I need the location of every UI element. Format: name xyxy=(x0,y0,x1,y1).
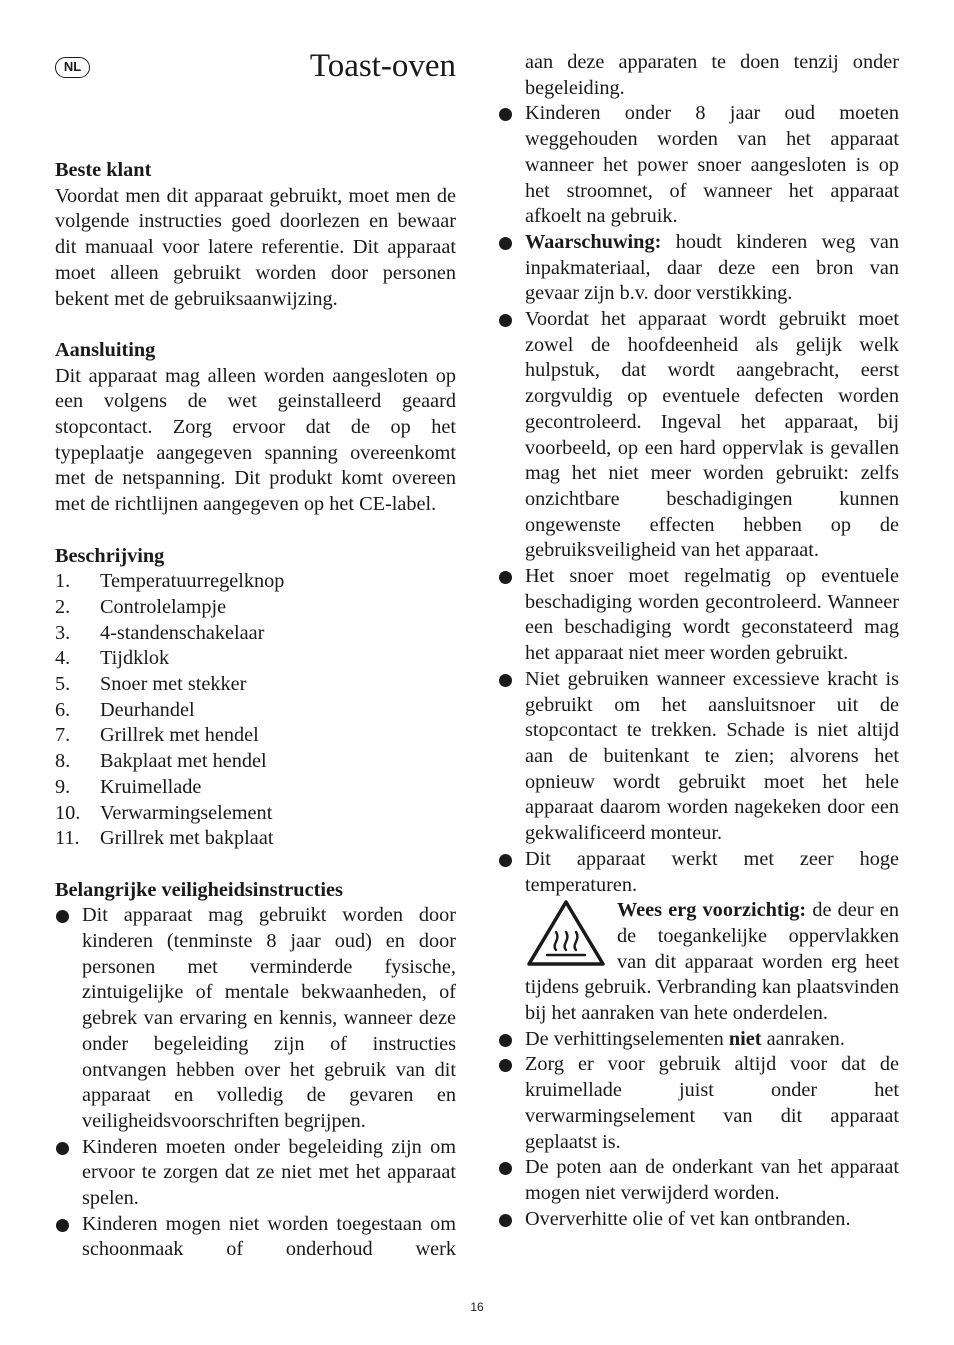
bullet-icon xyxy=(499,1059,512,1072)
list-item xyxy=(498,230,899,307)
list-item xyxy=(55,801,456,827)
bullet-icon xyxy=(499,108,512,121)
item-text: Zorg er voor gebruik altijd voor dat de kruimellade juist onder het verwarmingselement van dit apparaat geplaatst is. xyxy=(525,1053,899,1153)
description-heading: Beschrijving xyxy=(55,544,165,567)
bullet-icon xyxy=(499,314,512,327)
item-number: 11. xyxy=(55,827,80,850)
item-number: 7. xyxy=(55,724,71,747)
item-label: Deurhandel xyxy=(100,698,195,721)
item-text: Kinderen moeten onder begeleiding zijn om ervoor te zorgen dat ze niet met het apparaat spelen. xyxy=(82,1135,456,1210)
item-number: 2. xyxy=(55,595,71,618)
item-text: Kinderen onder 8 jaar oud moeten weggehouden worden van het apparaat wanneer het power snoer aangesloten is op het stroomnet, of wanneer het apparaat afkoelt na gebruik. xyxy=(525,102,899,228)
safety-list-right xyxy=(498,101,899,898)
list-item xyxy=(498,101,899,230)
bullet-icon xyxy=(499,1162,512,1175)
list-item xyxy=(498,307,899,564)
item-label: Snoer met stekker xyxy=(100,673,247,696)
list-item xyxy=(55,569,456,595)
connection-heading: Aansluiting xyxy=(55,338,156,361)
item-label: Controlelampje xyxy=(100,595,227,618)
bullet-icon xyxy=(499,854,512,867)
item-label: Tijdklok xyxy=(100,647,170,670)
item-label: Grillrek met bakplaat xyxy=(100,827,274,850)
item-number: 10. xyxy=(55,801,81,824)
list-item xyxy=(498,847,899,898)
safety-heading: Belangrijke veiligheidsinstructies xyxy=(55,878,343,901)
item-text: Niet gebruiken wanneer excessieve kracht is gebruikt om het aansluitsnoer uit de stopcontact te trekken. Schade is niet altijd aan de buitenkant te zien; alvorens het opnieuw wordt gebruikt moet het hele apparaat daarom worden nagekeken door een gekwalificeerd monteur. xyxy=(525,667,899,845)
item-label: Kruimellade xyxy=(100,775,202,798)
hot-warning-label: Wees erg voorzichtig: xyxy=(617,899,807,922)
item-number: 5. xyxy=(55,673,71,696)
item-number: 6. xyxy=(55,698,71,721)
bullet-icon xyxy=(499,237,512,250)
safety-list-right-2 xyxy=(498,1027,899,1233)
list-item xyxy=(55,595,456,621)
hot-surface-warning xyxy=(525,898,899,1027)
page-title: Toast-oven xyxy=(309,48,456,84)
hot-surface-warning-icon xyxy=(525,898,607,968)
item-text: De verhittingselementen xyxy=(525,1027,729,1050)
item-number: 3. xyxy=(55,621,71,644)
intro-text: Voordat men dit apparaat gebruikt, moet men de volgende instructies goed doorlezen en bewaar dit manuaal voor latere referentie. Dit apparaat moet alleen gebruikt worden door personen bekent met de gebruiksaanwijzing. xyxy=(55,184,456,310)
list-item xyxy=(55,646,456,672)
emphasis-text: niet xyxy=(728,1027,762,1050)
bullet-icon xyxy=(56,1142,69,1155)
connection-text: Dit apparaat mag alleen worden aangesloten op een volgens de wet geinstalleerd geaard stopcontact. Zorg ervoor dat de op het typeplaatje aangegeven spanning overeenkomt met de netspanning. Dit produkt komt overeen met de richtlijnen aangegeven op het CE-label. xyxy=(55,364,456,516)
list-item xyxy=(498,1027,899,1053)
language-badge: NL xyxy=(55,57,90,78)
page-number: 16 xyxy=(470,1300,484,1314)
bullet-icon xyxy=(56,910,69,923)
item-label: Verwarmingselement xyxy=(100,801,273,824)
item-label: Grillrek met hendel xyxy=(100,724,259,747)
item-label: Bakplaat met hendel xyxy=(100,750,267,773)
list-item xyxy=(498,1052,899,1155)
list-item xyxy=(55,826,456,852)
item-label: 4-standenschakelaar xyxy=(100,621,265,644)
item-text: De poten aan de onderkant van het apparaat mogen niet verwijderd worden. xyxy=(525,1156,899,1204)
item-label: Temperatuurregelknop xyxy=(100,570,285,593)
list-item xyxy=(55,723,456,749)
item-number: 1. xyxy=(55,570,71,593)
item-number: 4. xyxy=(55,647,71,670)
list-item xyxy=(55,1135,456,1212)
warning-label: Waarschuwing: xyxy=(525,230,662,253)
item-text: houdt kinderen weg van inpakmateriaal, daar deze een bron van gevaar zijn b.v. door verstikking. xyxy=(525,230,899,305)
item-text: Kinderen mogen niet worden toegestaan om schoonmaak of onderhoud werk xyxy=(82,1212,456,1261)
left-column xyxy=(55,50,456,1263)
bullet-icon xyxy=(499,674,512,687)
list-item xyxy=(55,672,456,698)
continued-text: aan deze apparaten te doen tenzij onder begeleiding. xyxy=(525,51,899,99)
bullet-icon xyxy=(56,1219,69,1232)
list-item xyxy=(498,1155,899,1206)
intro-heading: Beste klant xyxy=(55,159,152,181)
list-item xyxy=(55,1212,456,1263)
bullet-icon xyxy=(499,571,512,584)
item-text: Oververhitte olie of vet kan ontbranden. xyxy=(525,1207,851,1230)
list-item xyxy=(55,698,456,724)
list-item xyxy=(498,667,899,847)
bullet-icon xyxy=(499,1214,512,1227)
item-text: aanraken. xyxy=(761,1027,845,1050)
item-number: 9. xyxy=(55,775,71,798)
item-text: Het snoer moet regelmatig op eventuele beschadiging worden gecontroleerd. Wanneer een beschadiging wordt geconstateerd mag het apparaat niet meer worden gebruikt. xyxy=(525,565,899,665)
list-item xyxy=(498,1207,899,1233)
list-item xyxy=(55,903,456,1134)
hot-warning-text: de deur en de toegankelijke oppervlakken van dit apparaat worden erg heet tijdens gebruik. Verbranding kan plaatsvinden bij het aanraken van hete onderdelen. xyxy=(525,899,899,1025)
safety-list-left xyxy=(55,903,456,1263)
right-column xyxy=(498,50,899,1232)
item-number: 8. xyxy=(55,750,71,773)
list-item xyxy=(55,749,456,775)
parts-list xyxy=(55,569,456,852)
item-text: Dit apparaat werkt met zeer hoge temperaturen. xyxy=(525,847,899,896)
item-text: Dit apparaat mag gebruikt worden door kinderen (tenminste 8 jaar oud) en door personen met verminderde fysische, zintuigelijke of mentale bekwaanheden, of gebrek van ervaring en kennis, wanneer deze onder begeleiding zijn of instructies ontvangen hebben over het gebruik van dit apparaat en volledig de gevaren en veiligheidsvoorschriften begrijpen. xyxy=(82,904,456,1132)
bullet-icon xyxy=(499,1034,512,1047)
list-item xyxy=(498,564,899,667)
list-item xyxy=(55,621,456,647)
item-text: Voordat het apparaat wordt gebruikt moet zowel de hoofdeenheid als gelijk welk hulpstuk, dat wordt aangebracht, eerst zorgvuldig op eventuele defecten worden gecontroleerd. Ingeval het apparaat, bij voorbeeld, op een hard oppervlak is gevallen mag het niet meer worden gebruikt: zelfs onzichtbare beschadigingen kunnen ongewenste effecten hebben op de gebruiksveiligheid van het apparaat. xyxy=(525,308,899,562)
list-item xyxy=(55,775,456,801)
